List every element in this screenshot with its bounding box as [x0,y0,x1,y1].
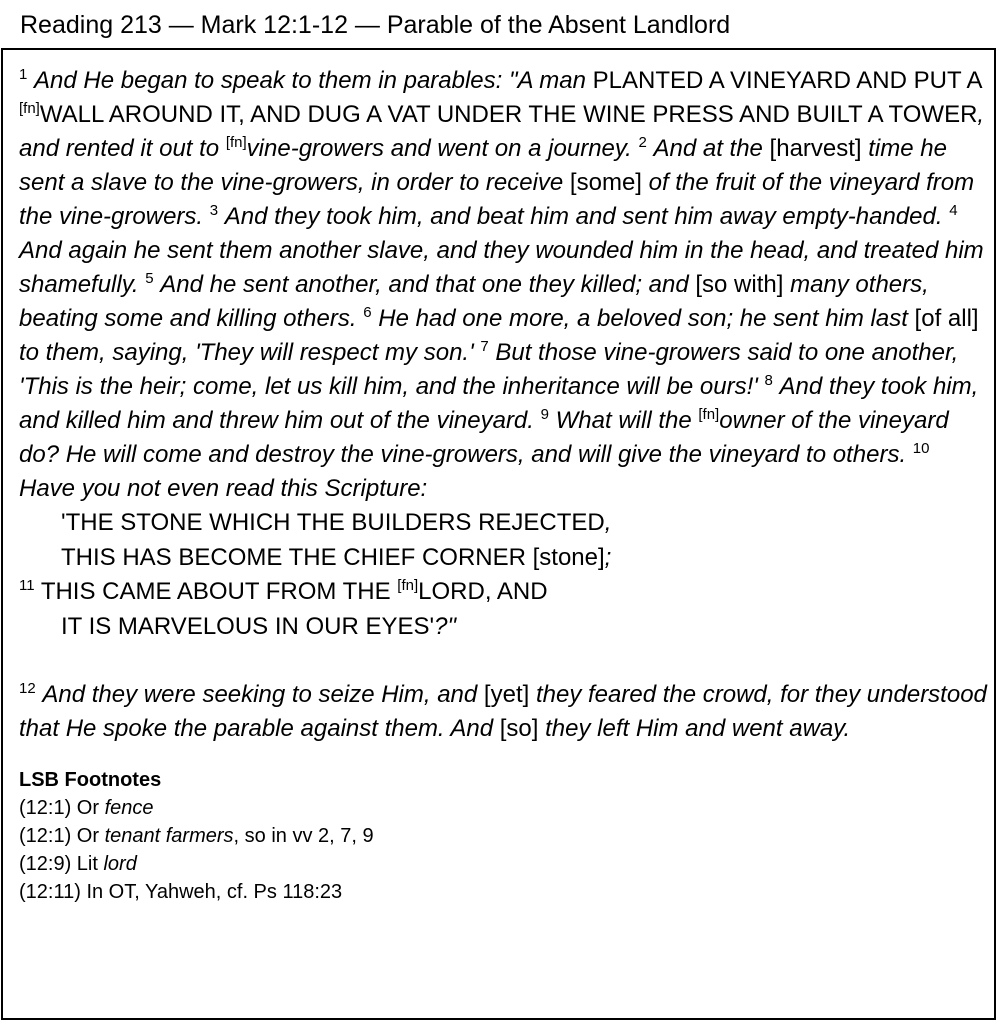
verse-text: Have you not even read this Scripture: [19,475,428,502]
verse-number: 5 [145,270,154,287]
quote-text: THIS CAME ABOUT FROM THE [40,578,398,605]
quote-text: THIS HAS BECOME THE CHIEF CORNER [stone] [61,543,605,571]
verse-text: of the fruit of the vineyard from the vine-growers. [19,169,975,230]
page-title: Reading 213 — Mark 12:1-12 — Parable of the Absent Landlord [20,11,731,39]
verse-text: owner of the vineyard do? He will come and destroy the vine-growers, and will give the vineyard to others. [19,407,949,468]
quote-line [19,610,989,645]
quote-punct: , [604,509,612,536]
verse-text: [so] [493,715,546,742]
footnote-ref: (12:11) In OT, Yahweh, cf. Ps 118:23 [19,881,343,903]
verse-text: they left Him and went away. [545,715,851,742]
reading-content [19,64,989,906]
verse-text: [yet] [477,681,536,708]
verse-text: vine-growers and went on a journey. [246,135,632,162]
footnote-rest: , so in vv 2, 7, 9 [233,825,374,847]
footnotes-heading: LSB Footnotes [19,769,162,791]
verse-text: And he sent another, and that one they killed; and [160,271,689,298]
verse-text: But those vine-growers said to one another, 'This is the heir; come, let us kill him, and the inheritance will be ours!' [19,339,959,400]
verse-text: WALL AROUND IT, AND DUG A VAT UNDER THE WINE PRESS AND BUILT A TOWER [39,101,978,128]
verse-text: time he sent a slave to the vine-growers, in order to receive [19,135,947,196]
quote-text: LORD, AND [418,578,548,605]
quote-line [19,575,989,610]
passage-paragraph [19,678,989,746]
verse-text: [harvest] [762,135,869,162]
verse-text: And they were seeking to seize Him, and [42,681,478,708]
quote-text: IT IS MARVELOUS IN OUR EYES' [61,612,435,640]
passage-paragraph [19,64,989,506]
spacer [19,644,989,678]
footnote-item [19,794,989,822]
verse-text: He had one more, a beloved son; he sent him last [378,305,908,332]
verse-number: 7 [480,338,489,355]
verse-number: 3 [209,202,219,219]
verse-text: many others, beating some and killing others. [19,271,929,332]
footnote-item [19,878,989,906]
verse-number: 12 [19,680,36,697]
footnote-ref: (12:1) Or [19,797,105,819]
footnote-marker[interactable]: [fn] [698,406,720,423]
reading-box [1,48,996,1020]
verse-text: And they took him, and killed him and threw him out of the vineyard. [19,373,979,434]
verse-number: 10 [912,440,930,457]
verse-number: 4 [949,202,958,219]
verse-number: 11 [19,577,35,594]
footnote-text: tenant farmers [104,825,234,847]
verse-text: What will the [555,407,699,434]
verse-text: [of all] [907,305,979,332]
verse-text: , and rented it out to [19,101,985,162]
verse-number: 9 [540,406,549,423]
verse-text: And at the [653,135,763,162]
verse-text: to them, saying, 'They will respect my son.' [19,339,474,366]
footnote-marker[interactable]: [fn] [225,134,247,151]
footnote-text: lord [103,853,137,875]
quote-text: 'THE STONE WHICH THE BUILDERS REJECTED [61,509,605,536]
verse-text: they feared the crowd, for they understood that He spoke the parable against them. And [19,681,987,742]
footnote-marker[interactable]: [fn] [397,577,419,594]
quote-punct: ; [604,543,612,571]
verse-number: 1 [19,66,28,83]
quote-punct: ?" [434,612,456,640]
footnote-item [19,822,989,850]
verse-text: And He began to speak to them in parables: "A man [34,67,586,94]
verse-text: [so with] [688,271,791,298]
quote-line [19,506,989,541]
quote-line [19,541,989,576]
verse-text: PLANTED A VINEYARD AND PUT A [585,67,982,94]
footnote-ref: (12:1) Or [19,825,105,847]
footnote-text: fence [104,797,154,819]
footnote-item [19,850,989,878]
verse-number: 2 [638,134,647,151]
verse-text: And again he sent them another slave, and they wounded him in the head, and treated him shamefully. [19,237,984,298]
verse-number: 6 [363,304,372,321]
footnote-ref: (12:9) Lit [19,853,104,875]
scripture-quote [19,506,989,644]
footnote-marker[interactable]: [fn] [19,100,40,117]
verse-text: [some] [563,169,649,196]
verse-number: 8 [764,372,773,389]
verse-text: And they took him, and beat him and sent him away empty-handed. [224,203,943,230]
